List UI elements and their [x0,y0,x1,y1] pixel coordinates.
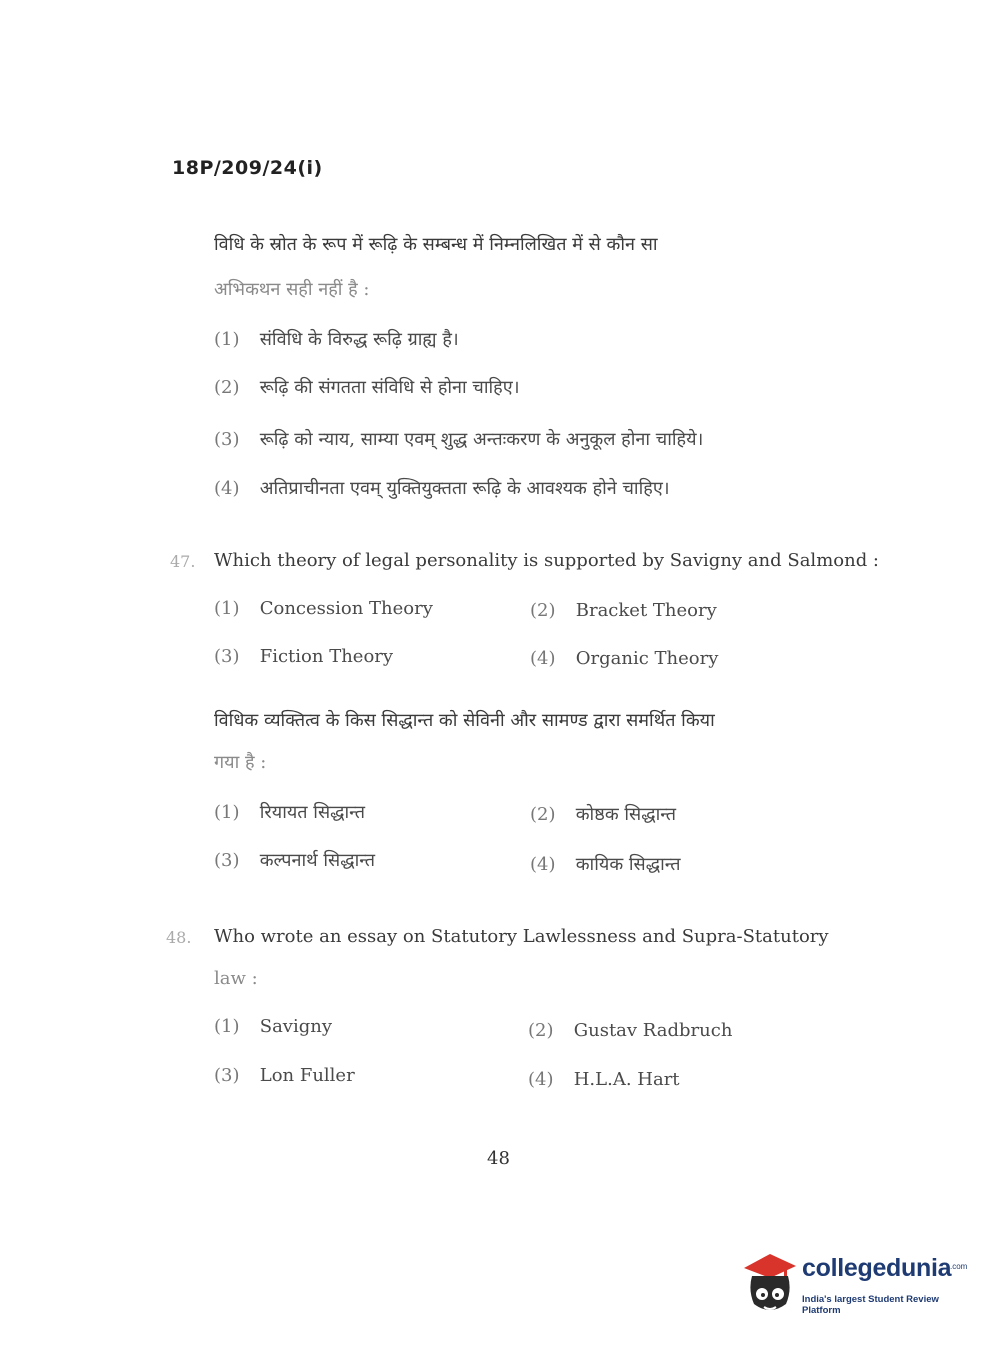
collegedunia-watermark [740,1250,970,1320]
option-number: (4) [214,478,240,499]
option-number: (1) [214,329,240,350]
option-text: Organic Theory [575,648,719,669]
brand-tagline: India's largest Student Review Platform [802,1294,939,1316]
page-number: 48 [487,1148,510,1169]
option-number: (4) [530,648,556,669]
q48-option-2 [528,1020,732,1041]
q47-option-3 [214,646,393,667]
q47-hindi-option-3 [214,848,375,872]
option-text: Gustav Radbruch [573,1020,733,1041]
option-text: Lon Fuller [259,1065,355,1086]
option-text: अतिप्राचीनता एवम् युक्तियुक्तता रूढ़ि के आवश्यक होने चाहिए। [259,478,670,499]
q47-hindi-option-4 [530,852,681,876]
option-number: (2) [214,377,240,398]
option-text: रूढ़ि की संगतता संविधि से होना चाहिए। [259,377,520,398]
q47-option-1 [214,598,433,619]
question-47-hindi-stem-line1: विधिक व्यक्तित्व के किस सिद्धान्त को सेविनी और सामण्ड द्वारा समर्थित किया [214,710,715,731]
option-text: Bracket Theory [575,600,717,621]
option-text: H.L.A. Hart [573,1069,680,1090]
option-text: Fiction Theory [259,646,394,667]
option-text: Concession Theory [259,598,433,619]
question-48-stem-line2: law : [214,968,258,989]
q48-option-1 [214,1016,332,1037]
option-number: (2) [528,1020,554,1041]
question-48-stem-line1: Who wrote an essay on Statutory Lawlessness and Supra-Statutory [214,926,829,947]
hindi-option-2 [214,375,520,399]
option-number: (3) [214,850,240,871]
option-text: रूढ़ि को न्याय, साम्या एवम् शुद्ध अन्तःकरण के अनुकूल होना चाहिये। [259,429,704,450]
q47-hindi-option-1 [214,800,365,824]
q47-hindi-option-2 [530,802,676,826]
option-text: रियायत सिद्धान्त [259,802,365,823]
hindi-option-4 [214,476,670,500]
option-number: (3) [214,646,240,667]
option-number: (2) [530,804,556,825]
option-number: (3) [214,429,240,450]
q47-option-4 [530,648,718,669]
option-number: (2) [530,600,556,621]
hindi-question-stem-line1: विधि के स्रोत के रूप में रूढ़ि के सम्बन्ध में निम्नलिखित में से कौन सा [214,234,658,255]
option-text: संविधि के विरुद्ध रूढ़ि ग्राह्य है। [259,329,459,350]
option-text: कायिक सिद्धान्त [575,854,681,875]
question-number-48: 48. [166,928,192,947]
option-text: कोष्ठक सिद्धान्त [575,804,677,825]
question-47-stem: Which theory of legal personality is supported by Savigny and Salmond : [214,550,879,571]
option-number: (1) [214,1016,240,1037]
option-number: (4) [530,854,556,875]
q48-option-4 [528,1069,680,1090]
question-47-hindi-stem-line2: गया है : [214,752,267,773]
hindi-option-1 [214,327,459,351]
brand-name: collegedunia [802,1254,952,1282]
option-text: कल्पनार्थ सिद्धान्त [259,850,376,871]
collegedunia-mascot-icon [740,1250,800,1316]
q47-option-2 [530,600,717,621]
hindi-question-stem-line2: अभिकथन सही नहीं है : [214,279,370,300]
question-number-47: 47. [170,552,196,571]
hindi-option-3 [214,427,703,451]
brand-domain-suffix: .com [950,1262,968,1271]
option-number: (4) [528,1069,554,1090]
option-number: (1) [214,802,240,823]
option-text: Savigny [259,1016,333,1037]
option-number: (1) [214,598,240,619]
paper-code: 18P/209/24(i) [172,157,323,179]
q48-option-3 [214,1065,355,1086]
option-number: (3) [214,1065,240,1086]
